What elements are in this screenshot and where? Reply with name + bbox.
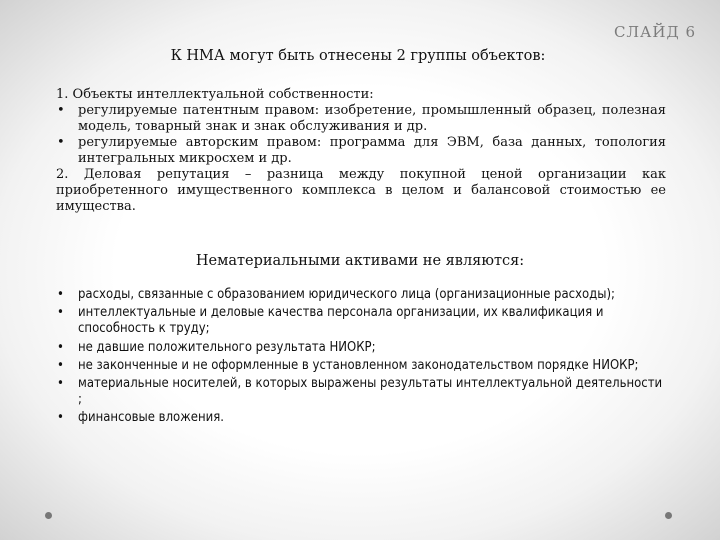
list-item-text: интеллектуальные и деловые качества персонала организации, их квалификация и способность к труду; — [78, 305, 604, 337]
list-item — [56, 410, 668, 426]
slide-number: СЛАЙД 6 — [614, 23, 696, 41]
bullet-icon: • — [57, 103, 65, 118]
list-item — [56, 376, 668, 408]
not-assets-list — [56, 287, 668, 429]
list-item-text: не законченные и не оформленные в установленном законодательством порядке НИОКР; — [78, 357, 639, 373]
decorative-dot-icon — [665, 512, 672, 519]
list-item — [56, 103, 666, 135]
list-item-text: регулируемые авторским правом: программа для ЭВМ, база данных, топология интегральных микросхем и др. — [78, 135, 666, 166]
list-item — [56, 305, 668, 337]
heading-not-assets: Нематериальными активами не являются: — [195, 253, 525, 269]
list-item-text: регулируемые патентным правом: изобретение, промышленный образец, полезная модель, товарный знак и знак обслуживания и др. — [78, 103, 666, 134]
bullet-icon: • — [57, 287, 64, 302]
list-item-text: расходы, связанные с образованием юридического лица (организационные расходы); — [78, 287, 615, 302]
item1-title: 1. Объекты интеллектуальной собственности: — [56, 87, 374, 102]
groups-block — [56, 87, 666, 215]
heading-groups: К НМА могут быть отнесены 2 группы объектов: — [170, 48, 546, 64]
decorative-dot-icon — [45, 512, 52, 519]
bullet-icon: • — [57, 339, 64, 355]
bullet-icon: • — [57, 305, 64, 321]
list-item-text: не давшие положительного результата НИОКР; — [78, 339, 376, 355]
bullet-icon: • — [57, 357, 64, 373]
bullet-icon: • — [57, 135, 65, 150]
list-item — [56, 287, 668, 303]
bullet-icon: • — [57, 410, 64, 426]
list-item — [56, 135, 666, 167]
list-item — [56, 340, 668, 356]
list-item-text: финансовые вложения. — [78, 410, 224, 426]
item2-text: 2. Деловая репутация – разница между покупной ценой организации как приобретенного имущественного комплекса в целом и балансовой стоимостью ее имущества. — [56, 167, 666, 214]
bullet-icon: • — [57, 376, 64, 392]
list-item — [56, 358, 668, 374]
list-item-text: материальные носителей, в которых выражены результаты интеллектуальной деятельности ; — [78, 376, 663, 408]
